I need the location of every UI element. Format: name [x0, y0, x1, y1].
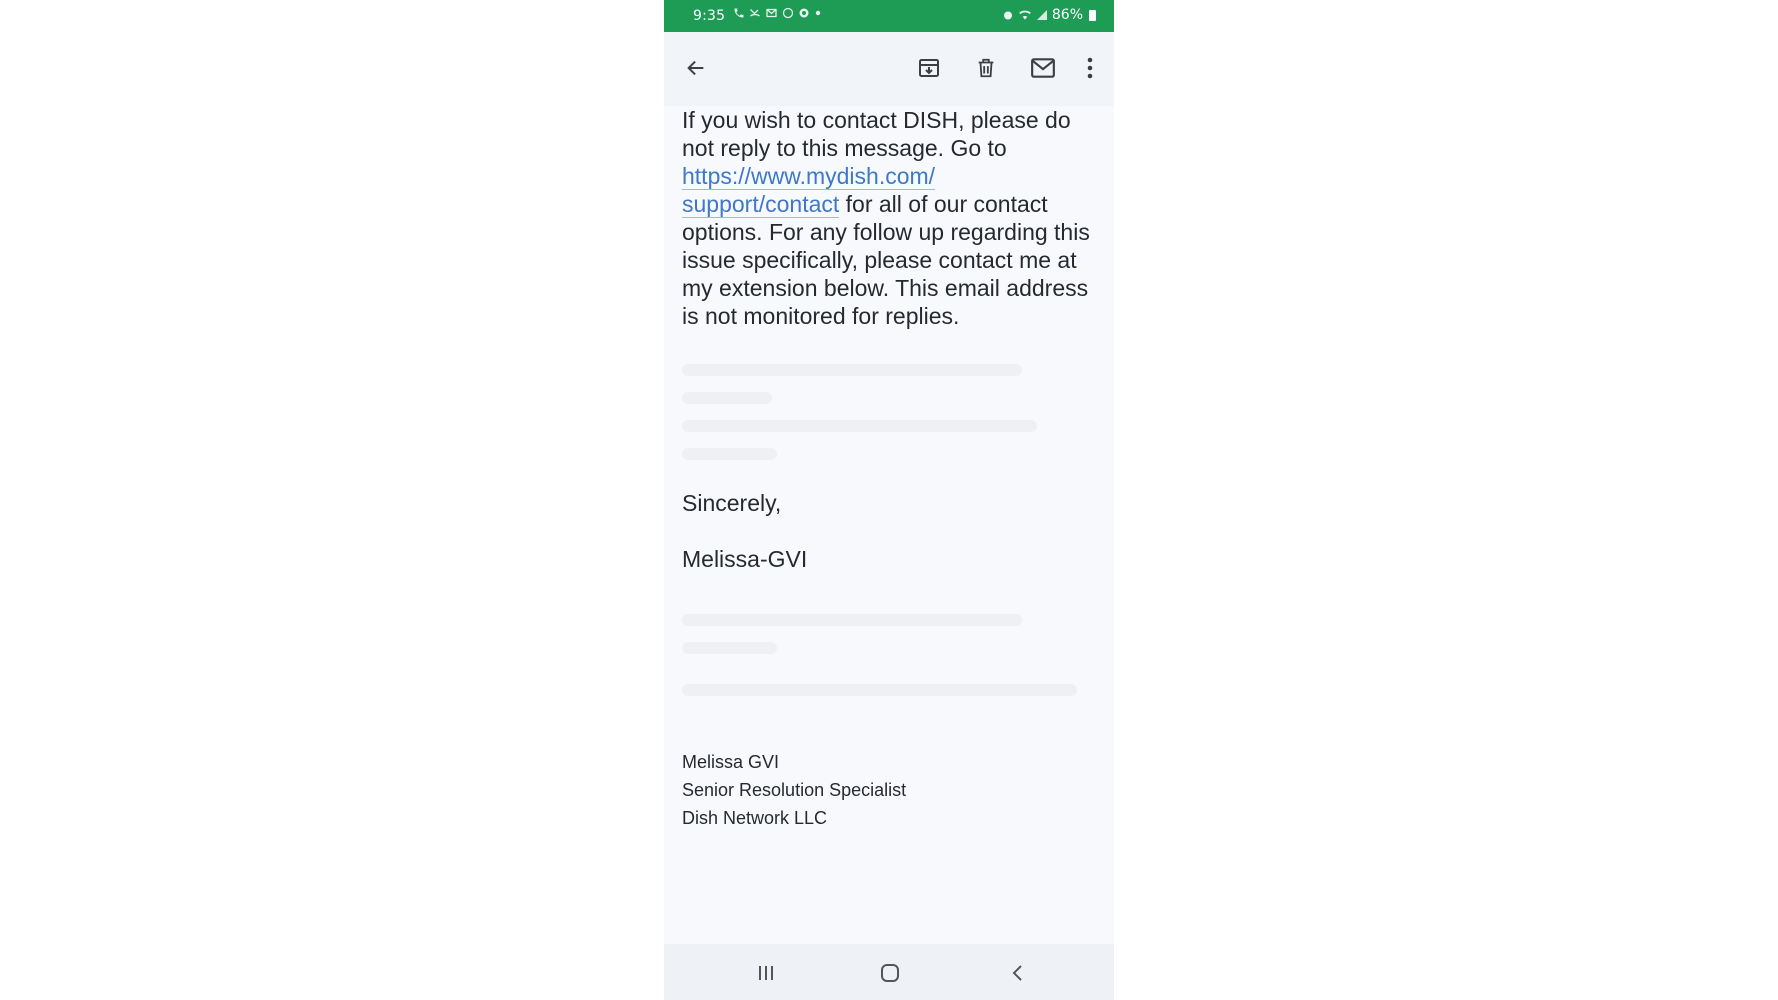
battery-percent: 86% [1051, 7, 1083, 23]
home-icon [880, 963, 900, 983]
email-body [664, 106, 1114, 944]
sender-name: Melissa-GVI [682, 546, 808, 572]
more-options-button[interactable] [1070, 48, 1110, 88]
chrome-icon [798, 7, 810, 19]
status-bar [664, 0, 1114, 32]
gmail-icon [765, 7, 778, 19]
link-line-1: https://www.mydish.com/ [682, 163, 936, 189]
link-line-2: support/contact [682, 191, 840, 217]
system-status [1002, 7, 1096, 23]
contact-rest-text: for all of our contact options. For any follow up regarding this issue specifically, please contact me at my extension below. This email address is not monitored for replies. [682, 191, 1090, 329]
signal-icon [1036, 9, 1048, 21]
more-vert-icon [1087, 57, 1093, 79]
notification-icons [733, 7, 822, 19]
mark-unread-icon [1030, 57, 1056, 79]
email-toolbar [664, 32, 1114, 106]
nav-back-button[interactable] [1002, 958, 1032, 988]
archive-button[interactable] [909, 48, 949, 88]
faded-text-block [682, 364, 1082, 476]
back-arrow-icon [685, 57, 707, 79]
recents-icon [756, 964, 776, 982]
signature-company: Dish Network LLC [682, 808, 828, 828]
battery-icon [1089, 10, 1096, 21]
delete-icon [975, 56, 997, 80]
messenger-icon [782, 7, 794, 19]
dot-icon [814, 7, 822, 19]
delete-button[interactable] [966, 48, 1006, 88]
back-icon [1010, 964, 1024, 982]
faded-text-block-2 [682, 614, 1082, 712]
email-signature [682, 748, 906, 832]
contact-intro-text: If you wish to contact DISH, please do not reply to this message. Go to [682, 107, 1071, 161]
phone-icon [733, 7, 745, 19]
status-time: 9:35 [693, 8, 726, 24]
closing-text: Sincerely, [682, 490, 782, 516]
signature-title: Senior Resolution Specialist [682, 780, 907, 800]
system-nav-bar [664, 944, 1114, 1000]
wifi-icon [1018, 9, 1032, 21]
home-button[interactable] [875, 958, 905, 988]
archive-icon [917, 56, 941, 80]
phone-screen [664, 0, 1114, 1000]
contact-paragraph [682, 106, 1100, 330]
signature-name: Melissa GVI [682, 752, 780, 772]
missed-call-icon [749, 7, 761, 19]
mark-unread-button[interactable] [1023, 48, 1063, 88]
back-button[interactable] [676, 48, 716, 88]
recents-button[interactable] [751, 958, 781, 988]
alarm-icon [1002, 9, 1014, 21]
